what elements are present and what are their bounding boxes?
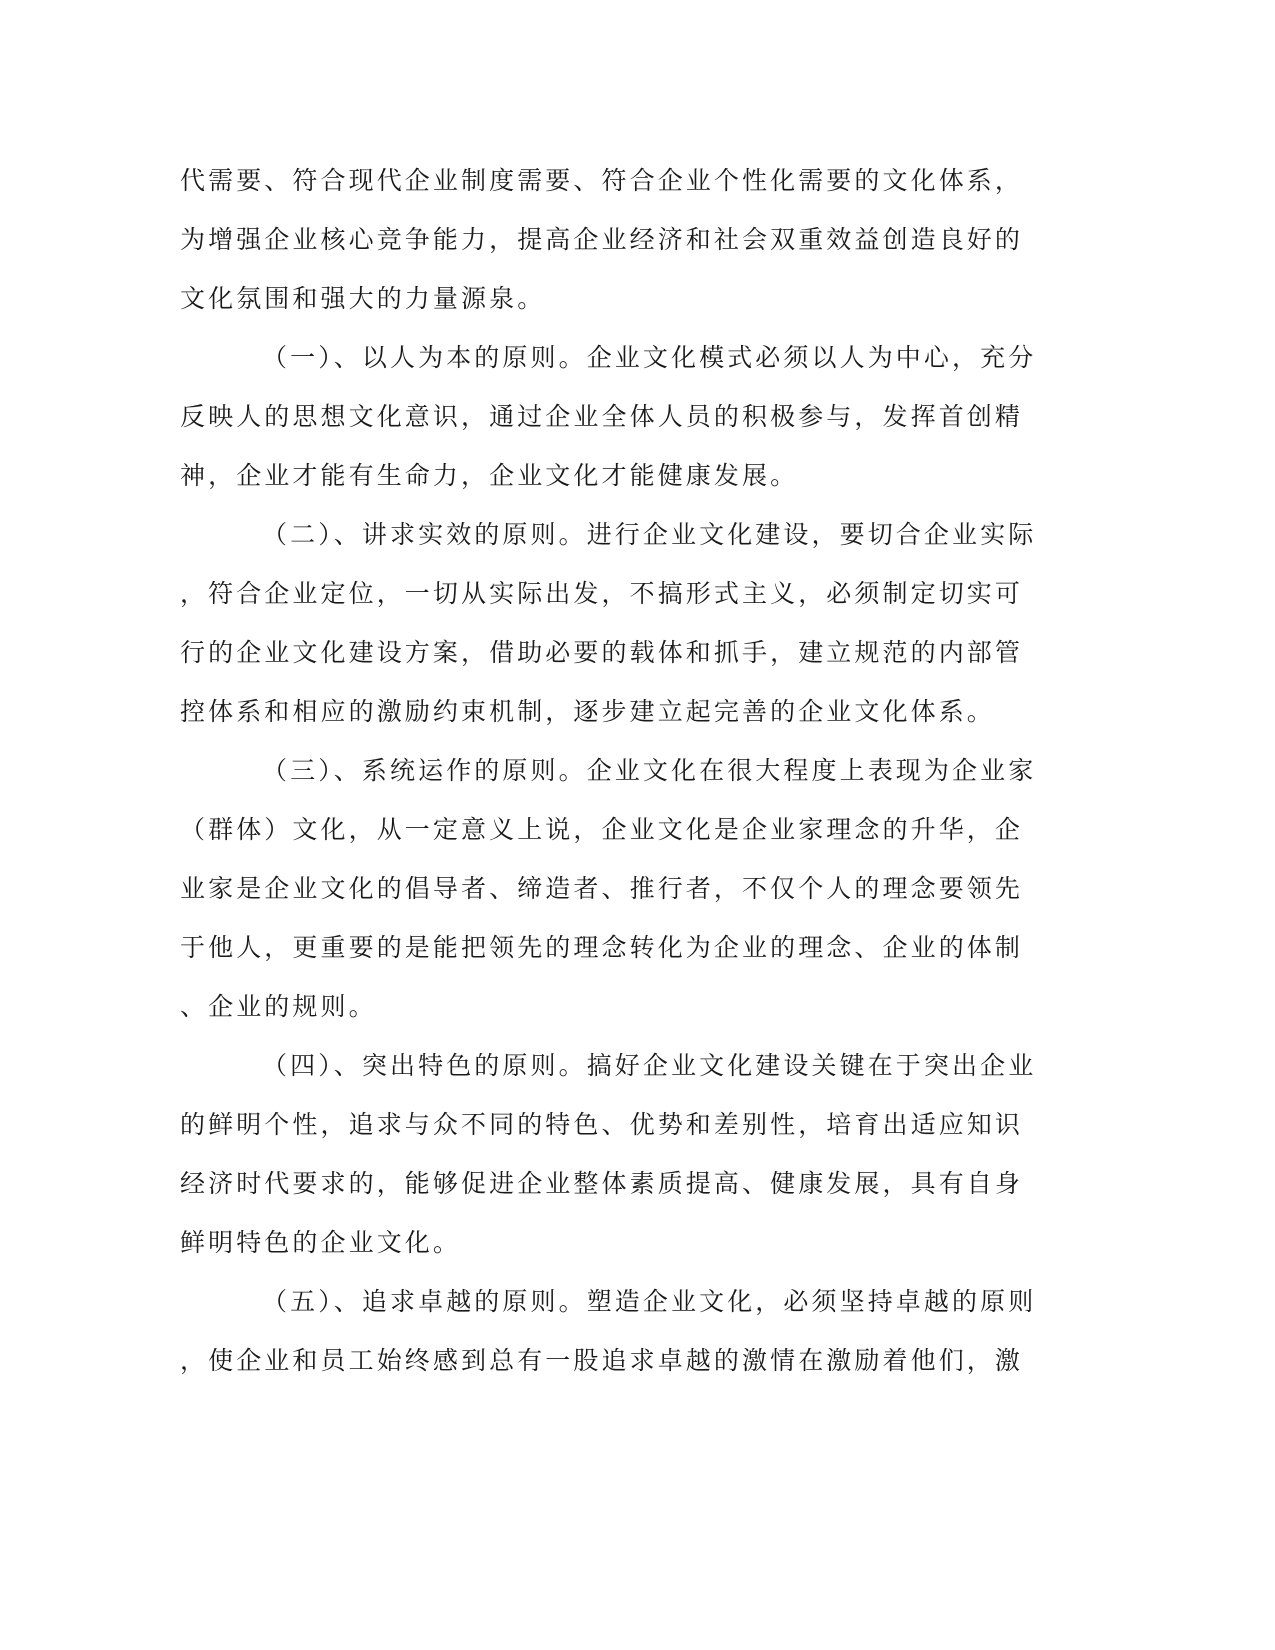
text-line: （群体）文化，从一定意义上说，企业文化是企业家理念的升华，企 <box>180 815 1024 844</box>
text-line: 代需要、符合现代企业制度需要、符合企业个性化需要的文化体系， <box>180 166 1024 195</box>
text-line: 行的企业文化建设方案，借助必要的载体和抓手，建立规范的内部管 <box>180 638 1024 667</box>
text-line: ，符合企业定位，一切从实际出发，不搞形式主义，必须制定切实可 <box>180 579 1024 608</box>
text-line: 为增强企业核心竞争能力，提高企业经济和社会双重效益创造良好的 <box>180 225 1024 254</box>
paragraph-first-line: （三）、系统运作的原则。企业文化在很大程度上表现为企业家 <box>262 756 1037 785</box>
paragraph-first-line: （四）、突出特色的原则。搞好企业文化建设关键在于突出企业 <box>262 1051 1037 1080</box>
text-line: 文化氛围和强大的力量源泉。 <box>180 284 546 313</box>
text-line: ，使企业和员工始终感到总有一股追求卓越的激情在激励着他们，激 <box>180 1346 1024 1375</box>
text-line: 经济时代要求的，能够促进企业整体素质提高、健康发展，具有自身 <box>180 1169 1024 1198</box>
text-line: 神，企业才能有生命力，企业文化才能健康发展。 <box>180 461 799 490</box>
paragraph-first-line: （一）、以人为本的原则。企业文化模式必须以人为中心，充分 <box>262 343 1037 372</box>
text-line: 的鲜明个性，追求与众不同的特色、优势和差别性，培育出适应知识 <box>180 1110 1024 1139</box>
text-line: 鲜明特色的企业文化。 <box>180 1228 462 1257</box>
paragraph-first-line: （五）、追求卓越的原则。塑造企业文化，必须坚持卓越的原则 <box>262 1287 1037 1316</box>
text-line: 于他人，更重要的是能把领先的理念转化为企业的理念、企业的体制 <box>180 933 1024 962</box>
paragraph-first-line: （二）、讲求实效的原则。进行企业文化建设，要切合企业实际 <box>262 520 1037 549</box>
text-line: 反映人的思想文化意识，通过企业全体人员的积极参与，发挥首创精 <box>180 402 1024 431</box>
text-line: 业家是企业文化的倡导者、缔造者、推行者，不仅个人的理念要领先 <box>180 874 1024 903</box>
text-line: 、企业的规则。 <box>180 992 377 1021</box>
text-line: 控体系和相应的激励约束机制，逐步建立起完善的企业文化体系。 <box>180 697 995 726</box>
